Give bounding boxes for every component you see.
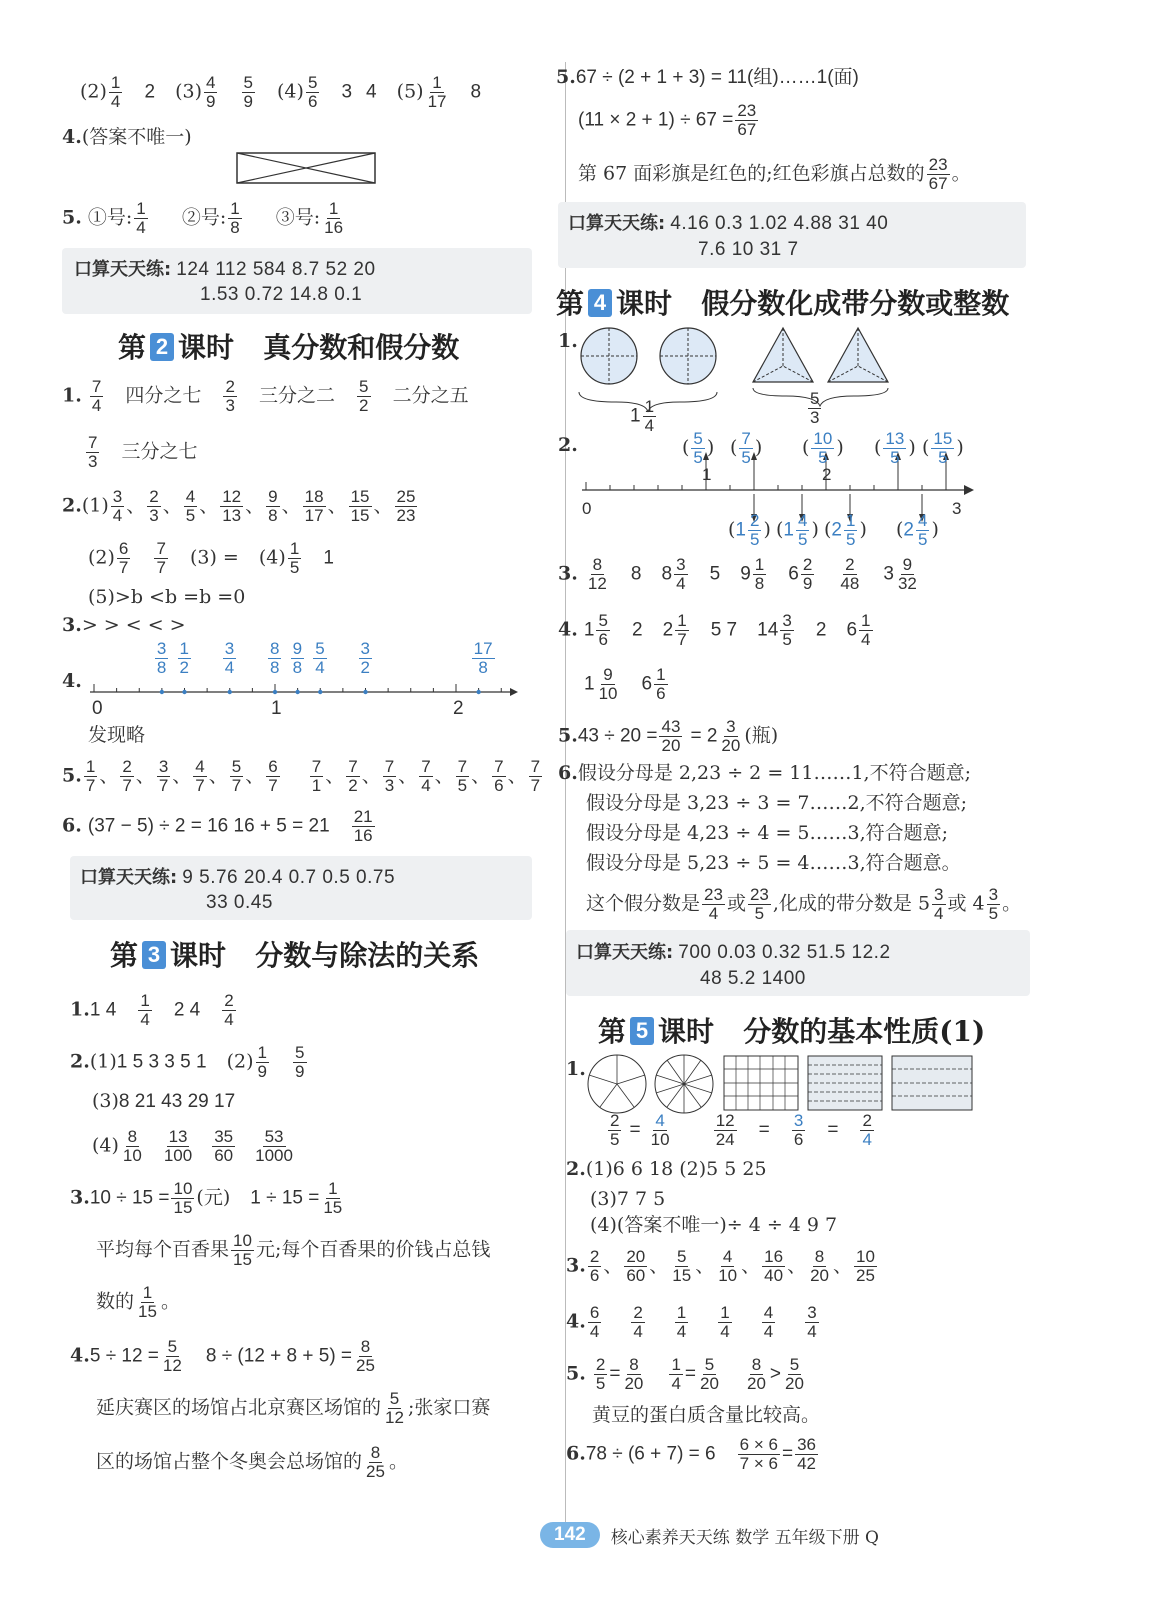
fraction: $\frac{4}{7}$ bbox=[195, 757, 205, 795]
l4-answer-q3: 3. $\frac{8}{12}$ 8 8 $\frac{3}{4}$ 5 9 $\frac{1}{8}$ 6 $\frac{2}{9}$ $\frac{2}{48}$ 3 $\frac{9}{32}$ bbox=[558, 555, 917, 593]
number-line-point bbox=[273, 690, 277, 694]
l3-answer-q3-text: 平均每个百香果 $\frac{10}{15}$ 元;每个百香果的价钱占总钱 bbox=[96, 1231, 491, 1269]
discovery-note: 发现略 bbox=[88, 724, 146, 746]
l2-answer-q2: 2.(1) $\frac{3}{4}$ 、 $\frac{2}{3}$ 、 $\frac{4}{5}$ 、 $\frac{12}{13}$ 、 $\frac{9}{8}$ 、 $\frac{18}{17}$ 、 $\frac{15}{15}$ 、 $\frac{25}{23}$ bbox=[62, 487, 416, 525]
number-line-label: ( $\frac{10}{5}$ ) bbox=[802, 429, 844, 467]
fraction: $\frac{12}{13}$ bbox=[222, 487, 242, 525]
book-title: 核心素养天天练 数学 五年级下册 Q bbox=[610, 1527, 879, 1548]
fraction: $\frac{2}{6}$ bbox=[589, 1247, 600, 1285]
fraction: $\frac{8}{10}$ bbox=[122, 1127, 142, 1165]
fraction: $\frac{13}{100}$ bbox=[163, 1127, 193, 1165]
fraction: $\frac{2}{3}$ bbox=[149, 487, 159, 525]
fraction: $\frac{18}{17}$ bbox=[304, 487, 324, 525]
right-column bbox=[556, 0, 1157, 1607]
fraction: $\frac{35}{60}$ bbox=[214, 1127, 234, 1165]
number-line-label: ( $\frac{7}{5}$ ) bbox=[730, 429, 763, 467]
tick-label-0: 0 bbox=[92, 698, 103, 719]
l2-answer-q1-cont: $\frac{7}{3}$ 三分之七 bbox=[88, 433, 198, 471]
l2-answer-q2-5: (5)>b <b =b =0 bbox=[88, 586, 246, 608]
fraction: $\frac{2}{5}$ bbox=[750, 511, 760, 549]
fraction: $\frac{53}{1000}$ bbox=[255, 1127, 293, 1165]
r-answer-q5-b: (11 × 2 + 1) ÷ 67 = $\frac{23}{67}$ bbox=[578, 101, 757, 139]
shapes-diagram bbox=[576, 326, 906, 422]
shapes-diagram bbox=[586, 1054, 976, 1114]
answer-q4: 4.(答案不唯一) bbox=[62, 126, 192, 148]
fraction: $\frac{1}{7}$ bbox=[85, 757, 96, 795]
l3-answer-q4-text2: 区的场馆占整个冬奥会总场馆的 $\frac{8}{25}$ 。 bbox=[96, 1443, 408, 1481]
fraction: $\frac{5}{4}$ bbox=[315, 639, 325, 677]
number-line-point bbox=[228, 690, 232, 694]
fraction: $\frac{6}{7}$ bbox=[268, 757, 278, 795]
l5-q2-line: (3)7 7 5 bbox=[590, 1188, 666, 1210]
tick-label: 2 bbox=[822, 465, 832, 484]
number-line-point bbox=[318, 690, 322, 694]
fraction: $\frac{3}{4}$ bbox=[807, 1303, 817, 1341]
fraction: $\frac{6}{4}$ bbox=[589, 1303, 600, 1341]
number-line-label: ( $\frac{13}{5}$ ) bbox=[874, 429, 916, 467]
fraction: $\frac{4}{5}$ bbox=[918, 511, 928, 549]
fraction: $\frac{1}{4}$ bbox=[676, 1303, 687, 1341]
l4-answer-q4: 4. 1 $\frac{5}{6}$ 2 2 $\frac{1}{7}$ 5 7 14 $\frac{3}{5}$ 2 6 $\frac{1}{4}$ bbox=[558, 611, 871, 649]
l5-q2-line: (4)(答案不唯一)÷ 4 ÷ 4 9 7 bbox=[590, 1214, 838, 1236]
fraction: $\frac{7}{5}$ bbox=[457, 757, 468, 795]
number-line-label bbox=[470, 640, 497, 677]
tick-label-2: 2 bbox=[453, 698, 464, 719]
number-line-label: ( $\frac{15}{5}$ ) bbox=[922, 429, 964, 467]
number-line-label bbox=[289, 640, 306, 677]
left-column bbox=[0, 0, 560, 1607]
l4-answer-q1-num: 1. bbox=[558, 330, 578, 352]
fraction: $\frac{3}{4}$ bbox=[224, 639, 235, 677]
r-answer-q5: 5.67 ÷ (2 + 1 + 3) = 11(组)……1(面) bbox=[556, 66, 859, 88]
kousuan-box: 口算天天练: 4.16 0.3 1.02 4.88 31 40 7.6 10 31 7 bbox=[558, 202, 1026, 268]
answer-line-prev-q3: (2) $\frac{1}{4}$ 2 (3) $\frac{4}{9}$ $\frac{5}{9}$ (4) $\frac{5}{6}$ 3 4 (5) $\frac{1}{17}$ 8 bbox=[80, 73, 482, 111]
fraction: $\frac{5}{15}$ bbox=[672, 1247, 692, 1285]
l5-q5-text: 黄豆的蛋白质含量比较高。 bbox=[592, 1404, 821, 1426]
kousuan-box: 口算天天练: 9 5.76 20.4 0.7 0.5 0.75 33 0.45 bbox=[70, 856, 532, 920]
fraction: $\frac{7}{2}$ bbox=[348, 757, 358, 795]
lesson-heading: 第 5 课时 分数的基本性质(1) bbox=[598, 1015, 986, 1048]
fraction: $\frac{10}{5}$ bbox=[813, 429, 833, 467]
l4-q6-line: 假设分母是 3,23 ÷ 3 = 7……2,不符合题意; bbox=[586, 792, 968, 814]
r-answer-q5-text: 第 67 面彩旗是红色的;红色彩旗占总数的 $\frac{23}{67}$ 。 bbox=[578, 155, 971, 193]
number-line-label: ( $\frac{5}{5}$ ) bbox=[682, 429, 715, 467]
l2-answer-q5: 5. $\frac{1}{7}$ 、 $\frac{2}{7}$ 、 $\frac{3}{7}$ 、 $\frac{4}{7}$ 、 $\frac{5}{7}$ 、 $\frac{6}{7}$ $\frac{7}{1}$ 、 $\frac{7}{2}$ 、 $\frac{7}{3}$ 、 $\frac{7}{4}$ 、 $\frac{7}{5}$ 、 $\frac{7}{6}$ 、 $\frac{7}{7}$ bbox=[62, 757, 541, 795]
number-line-point bbox=[295, 690, 299, 694]
fraction: $\frac{4}{5}$ bbox=[185, 487, 196, 525]
fraction: $\frac{13}{5}$ bbox=[885, 429, 905, 467]
l5-q1-equations: $\frac{2}{5}$ = $\frac{4}{10}$ $\frac{12}{24}$ = $\frac{3}{6}$ = $\frac{2}{4}$ bbox=[610, 1111, 872, 1149]
page-number: 142 bbox=[540, 1522, 600, 1548]
fraction: $\frac{15}{15}$ bbox=[350, 487, 370, 525]
fraction: $\frac{25}{23}$ bbox=[396, 487, 416, 525]
l3-answer-q2-3: (3)8 21 43 29 17 bbox=[92, 1090, 236, 1112]
fraction: $\frac{1}{2}$ bbox=[179, 639, 189, 677]
fraction: $\frac{4}{10}$ bbox=[718, 1247, 738, 1285]
rectangle-diagram bbox=[236, 152, 378, 186]
l5-answer-q6: 6.78 ÷ (6 + 7) = 6 $\frac{6 \times 6}{7 \times 6}$ = $\frac{36}{42}$ bbox=[566, 1435, 816, 1473]
fraction: $\frac{8}{8}$ bbox=[270, 639, 280, 677]
tick-label-1: 1 bbox=[271, 698, 282, 719]
tick-label: 0 bbox=[582, 499, 592, 518]
answer-q5: 5. ①号: $\frac{1}{4}$ ②号: $\frac{1}{8}$ ③号: $\frac{1}{16}$ bbox=[62, 199, 344, 237]
fraction: $\frac{4}{4}$ bbox=[763, 1303, 774, 1341]
fraction: $\frac{20}{60}$ bbox=[626, 1247, 646, 1285]
lesson-heading: 第 3 课时 分数与除法的关系 bbox=[110, 939, 480, 972]
l4-q6-line: 假设分母是 5,23 ÷ 5 = 4……3,符合题意。 bbox=[586, 852, 961, 874]
fraction: $\frac{5}{7}$ bbox=[231, 757, 242, 795]
l2-answer-q6: 6. (37 − 5) ÷ 2 = 16 16 + 5 = 21 $\frac{21}{16}$ bbox=[62, 807, 373, 845]
l2-answer-q3: 3.> > < < > bbox=[62, 614, 186, 636]
number-line-label bbox=[311, 640, 328, 677]
fraction: $\frac{5}{5}$ bbox=[693, 429, 703, 467]
fraction: $\frac{2}{4}$ bbox=[633, 1303, 643, 1341]
number-line-label: (1 $\frac{4}{5}$ ) bbox=[776, 511, 819, 549]
kousuan-box: 口算天天练: 124 112 584 8.7 52 20 1.53 0.72 14.8 0.1 bbox=[62, 248, 532, 314]
fraction: $\frac{3}{8}$ bbox=[156, 639, 167, 677]
fraction: $\frac{2}{7}$ bbox=[122, 757, 132, 795]
fraction: $\frac{7}{6}$ bbox=[494, 757, 504, 795]
fraction: $\frac{9}{8}$ bbox=[292, 639, 303, 677]
l3-answer-q2-4: (4) $\frac{8}{10}$ $\frac{13}{100}$ $\frac{35}{60}$ $\frac{53}{1000}$ bbox=[92, 1127, 293, 1165]
number-line-point bbox=[363, 690, 367, 694]
l2-answer-q4-num: 4. bbox=[62, 670, 82, 692]
l4-answer-q2-num: 2. bbox=[558, 434, 578, 456]
fraction: $\frac{3}{2}$ bbox=[360, 639, 370, 677]
number-line-label bbox=[357, 640, 374, 677]
number-line-label: (2 $\frac{1}{5}$ ) bbox=[824, 511, 867, 549]
l4-q6-line: 假设分母是 4,23 ÷ 4 = 5……3,符合题意; bbox=[586, 822, 949, 844]
lesson-heading: 第 4 课时 假分数化成带分数或整数 bbox=[556, 287, 1010, 320]
l5-answer-q2: 2.(1)6 6 18 (2)5 5 25 bbox=[566, 1158, 767, 1180]
fraction: $\frac{7}{3}$ bbox=[384, 757, 395, 795]
tick-label: 3 bbox=[952, 499, 962, 518]
page-footer bbox=[540, 1522, 879, 1548]
l5-answer-q5: 5. $\frac{2}{5}$ = $\frac{8}{20}$ $\frac{1}{4}$ = $\frac{5}{20}$ $\frac{8}{20}$ > $\frac{5}{20}$ bbox=[566, 1355, 804, 1393]
fraction: $\frac{8}{20}$ bbox=[810, 1247, 829, 1285]
fraction: $\frac{3}{4}$ bbox=[112, 487, 123, 525]
number-line-label bbox=[266, 640, 283, 677]
fraction: $\frac{3}{7}$ bbox=[158, 757, 169, 795]
l5-answer-q1-num: 1. bbox=[566, 1058, 586, 1080]
number-line-point bbox=[476, 690, 480, 694]
kousuan-box: 口算天天练: 700 0.03 0.32 51.5 12.2 48 5.2 1400 bbox=[566, 930, 1030, 996]
l4-answer-q5: 5.43 ÷ 20 = $\frac{43}{20}$ = 2 $\frac{3}{20}$ (瓶) bbox=[558, 717, 779, 755]
l3-answer-q2: 2.(1)1 5 3 3 5 1 (2) $\frac{1}{9}$ $\frac{5}{9}$ bbox=[70, 1043, 305, 1081]
l2-answer-q2-cont: (2) $\frac{6}{7}$ $\frac{7}{7}$ (3) = (4) $\frac{1}{5}$ 1 bbox=[88, 539, 334, 577]
l4-answer-q4-cont: 1 $\frac{9}{10}$ 6 $\frac{1}{6}$ bbox=[584, 665, 666, 703]
l4-answer-q6: 6.假设分母是 2,23 ÷ 2 = 11……1,不符合题意; bbox=[558, 762, 971, 784]
lesson-heading: 第 2 课时 真分数和假分数 bbox=[118, 331, 460, 364]
l3-answer-q4-text: 延庆赛区的场馆占北京赛区场馆的 $\frac{5}{12}$ ;张家口赛 bbox=[96, 1389, 491, 1427]
l3-answer-q4: 4.5 ÷ 12 = $\frac{5}{12}$ 8 ÷ (12 + 8 + 5) = $\frac{8}{25}$ bbox=[70, 1337, 375, 1375]
number-line-point bbox=[160, 690, 164, 694]
l4-q6-conclusion: 这个假分数是 $\frac{23}{4}$ 或 $\frac{23}{5}$ ,化成的带分数是 5 $\frac{3}{4}$ 或 4 $\frac{3}{5}$ 。 bbox=[586, 885, 1022, 923]
number-line-label bbox=[153, 640, 170, 677]
l3-answer-q3: 3.10 ÷ 15 = $\frac{10}{15}$ (元) 1 ÷ 15 = $\frac{1}{15}$ bbox=[70, 1179, 343, 1217]
column-divider bbox=[565, 62, 566, 1522]
fraction: $\frac{1}{4}$ bbox=[720, 1303, 730, 1341]
fraction: $\frac{4}{5}$ bbox=[798, 511, 808, 549]
fraction: $\frac{1}{5}$ bbox=[846, 511, 856, 549]
fraction: $\frac{7}{7}$ bbox=[530, 757, 541, 795]
fraction: $\frac{7}{1}$ bbox=[311, 757, 322, 795]
number-line-label bbox=[221, 640, 238, 677]
fraction: $\frac{7}{4}$ bbox=[421, 757, 431, 795]
fraction: $\frac{7}{5}$ bbox=[741, 429, 751, 467]
l5-answer-q4: 4. $\frac{6}{4}$ $\frac{2}{4}$ $\frac{1}{4}$ $\frac{1}{4}$ $\frac{4}{4}$ $\frac{3}{4}$ bbox=[566, 1303, 817, 1341]
fraction: $\frac{17}{8}$ bbox=[473, 639, 493, 677]
l2-answer-q1: 1. $\frac{7}{4}$ 四分之七 $\frac{2}{3}$ 三分之二 $\frac{5}{2}$ 二分之五 bbox=[62, 377, 469, 415]
l5-answer-q3: 3. $\frac{2}{6}$ 、 $\frac{20}{60}$ 、 $\frac{5}{15}$ 、 $\frac{4}{10}$ 、 $\frac{16}{40}$ 、 $\frac{8}{20}$ 、 $\frac{10}{25}$ bbox=[566, 1247, 875, 1285]
fraction: $\frac{16}{40}$ bbox=[764, 1247, 784, 1285]
number-line-label: (1 $\frac{2}{5}$ ) bbox=[728, 511, 771, 549]
l3-answer-q1: 1.1 4 $\frac{1}{4}$ 2 4 $\frac{2}{4}$ bbox=[70, 991, 234, 1029]
tick-label: 1 bbox=[702, 465, 712, 484]
fraction: $\frac{9}{8}$ bbox=[268, 487, 278, 525]
number-line-label: (2 $\frac{4}{5}$ ) bbox=[896, 511, 939, 549]
number-line-point bbox=[182, 690, 186, 694]
fraction: $\frac{10}{25}$ bbox=[856, 1247, 875, 1285]
l3-answer-q3-text2: 数的 $\frac{1}{15}$ 。 bbox=[96, 1283, 180, 1321]
l4-q1-mixed: 1 $\frac{1}{4}$ bbox=[630, 397, 655, 435]
l4-q1-fraction: $\frac{5}{3}$ bbox=[810, 389, 820, 427]
number-line-label bbox=[176, 640, 193, 677]
fraction: $\frac{15}{5}$ bbox=[933, 429, 953, 467]
